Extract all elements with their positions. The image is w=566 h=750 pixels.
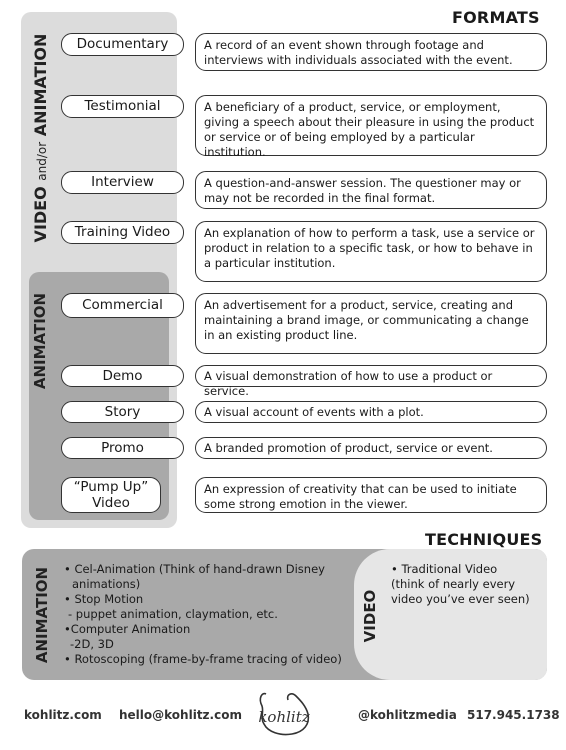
format-desc-pump-up-video	[195, 477, 547, 513]
list-item: • Cel-Animation (Think of hand-drawn Disney	[64, 562, 325, 576]
format-name-documentary: Documentary	[61, 33, 184, 56]
animation-techniques-list	[64, 562, 349, 667]
list-item: animations)	[72, 576, 141, 591]
format-name-pump-up-video: “Pump Up” Video	[61, 477, 161, 513]
format-desc-testimonial	[195, 95, 547, 159]
format-desc-commercial	[195, 293, 547, 354]
video-andor-animation-label	[31, 23, 55, 253]
video-word: VIDEO	[31, 186, 50, 243]
list-item: video you’ve ever seen)	[391, 591, 530, 606]
list-item: • Traditional Video	[391, 562, 498, 576]
format-name-story: Story	[61, 401, 184, 423]
techniques-animation-label: ANIMATION	[33, 566, 51, 664]
footer-social[interactable]: @kohlitzmedia	[358, 708, 457, 722]
list-item: •Computer Animation	[64, 621, 191, 636]
format-name-promo: Promo	[61, 437, 184, 459]
format-desc-text: A visual demonstration of how to use a product or service.	[204, 369, 493, 398]
format-desc-documentary	[195, 33, 547, 71]
format-desc-text: A record of an event shown through footage and interviews with individuals associated with the event.	[204, 38, 513, 67]
format-desc-story	[195, 401, 547, 423]
format-name-training-video: Training Video	[61, 221, 184, 244]
techniques-video-label: VIDEO	[361, 589, 379, 643]
format-desc-text: An advertisement for a product, service, creating and maintaining a brand image, or communicating a change in an existing product line.	[204, 298, 529, 342]
formats-title: FORMATS	[452, 8, 540, 27]
footer-phone[interactable]: 517.945.1738	[467, 708, 560, 722]
footer-email[interactable]: hello@kohlitz.com	[119, 708, 242, 722]
format-desc-demo	[195, 365, 547, 398]
format-desc-text: A visual account of events with a plot.	[204, 405, 424, 419]
format-desc-text: A beneficiary of a product, service, or employment, giving a speech about their pleasure in using the product or service or of being employed by a particular institution.	[204, 100, 535, 159]
list-item: - puppet animation, claymation, etc.	[68, 606, 278, 621]
format-desc-text: A question-and-answer session. The questioner may or may not be recorded in the final format.	[204, 176, 521, 205]
kohlitz-logo	[252, 688, 316, 742]
footer-website[interactable]: kohlitz.com	[24, 708, 102, 722]
format-desc-interview	[195, 171, 547, 209]
list-item: • Rotoscoping (frame-by-frame tracing of video)	[64, 651, 342, 666]
animation-word: ANIMATION	[31, 33, 50, 137]
animation-format-label: ANIMATION	[31, 292, 49, 390]
logo-text: kohlitz	[258, 708, 310, 726]
format-name-interview: Interview	[61, 171, 184, 194]
format-desc-promo	[195, 437, 547, 459]
format-desc-text: An expression of creativity that can be used to initiate some strong emotion in the viewer.	[204, 482, 517, 511]
list-item: • Stop Motion	[64, 591, 144, 606]
format-desc-training-video	[195, 221, 547, 282]
kohlitz-logo-mark	[252, 688, 316, 742]
format-name-demo: Demo	[61, 365, 184, 387]
list-item: (think of nearly every	[391, 576, 516, 591]
format-desc-text: An explanation of how to perform a task, use a service or product in relation to a specific task, or how to behave in a particular institution.	[204, 226, 535, 270]
list-item: -2D, 3D	[70, 636, 114, 651]
techniques-title: TECHNIQUES	[425, 530, 543, 549]
video-techniques-list	[391, 562, 541, 607]
format-name-commercial: Commercial	[61, 293, 184, 318]
format-name-testimonial: Testimonial	[61, 95, 184, 118]
format-desc-text: A branded promotion of product, service or event.	[204, 441, 493, 455]
andor-word: and/or	[35, 141, 49, 181]
